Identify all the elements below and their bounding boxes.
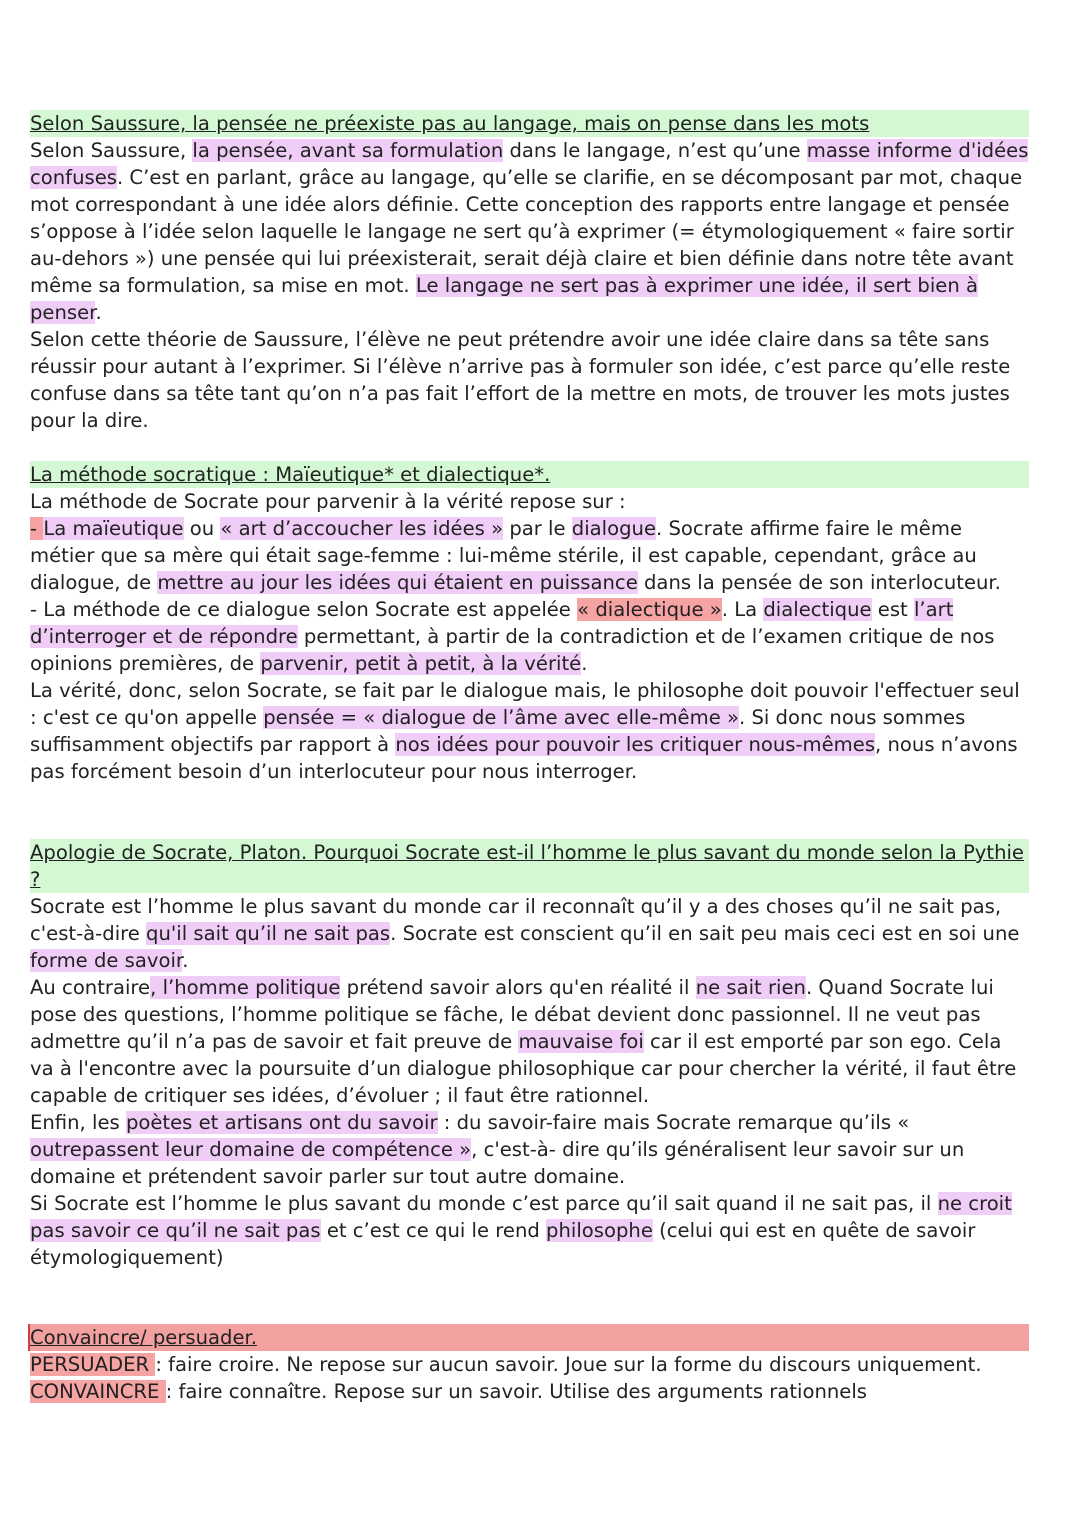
definition-persuader	[30, 1351, 1030, 1378]
text-run: dans le langage, n’est qu’une	[503, 139, 807, 162]
text-run: . C’est en parlant, grâce au langage, qu’elle se clarifie, en se décomposant par mot, chaque mot correspondant à une idée alors définie. Cette conception des rapports entre langage et pensée s’oppose à l’idée selon laquelle le langage ne sert qu’à exprimer (= étymologiquement « faire sortir au-dehors ») une pensée qui lui préexisterait, serait déjà claire et bien définie dans notre tête avant même sa formulation, sa mise en mot.	[30, 166, 1023, 297]
text-run: et c’est ce qui le rend	[320, 1219, 547, 1242]
term-convaincre: CONVAINCRE	[30, 1380, 166, 1403]
section-methode-socratique	[30, 461, 1030, 785]
highlighted-text: forme de savoir	[30, 949, 183, 972]
highlighted-text: la pensée, avant sa formulation	[192, 139, 504, 162]
highlighted-text: mauvaise foi	[518, 1030, 644, 1053]
paragraph	[30, 1190, 1030, 1271]
paragraph: Selon cette théorie de Saussure, l’élève ne peut prétendre avoir une idée claire dans sa tête sans réussir pour autant à l’exprimer. Si l’élève n’arrive pas à formuler son idée, c’est parce qu’elle reste confuse dans sa tête tant qu’on n’a pas fait l’effort de la mettre en mots, de trouver les mots justes pour la dire.	[30, 328, 1011, 432]
text-run: Enfin, les	[30, 1111, 126, 1134]
heading-text: Convaincre/ persuader.	[30, 1326, 257, 1349]
text-run: . Si donc nous sommes suffisamment objectifs par rapport à	[30, 706, 966, 756]
text-run: , nous n’avons pas forcément besoin d’un interlocuteur pour nous interroger.	[30, 733, 1018, 783]
section-heading	[30, 461, 1029, 488]
highlighted-text: dialectique	[763, 598, 872, 621]
highlighted-text: mettre au jour les idées qui étaient en puissance	[157, 571, 638, 594]
paragraph	[30, 677, 1030, 785]
text-run: . Socrate affirme faire le même métier que sa mère qui était sage-femme : lui-même stérile, il est capable, cependant, grâce au dialogue, de	[30, 517, 977, 594]
text-run: Socrate est l’homme le plus savant du monde car il reconnaît qu’il y a des choses qu’il ne sait pas, c'est-à-dire	[30, 895, 1002, 945]
definition-convaincre	[30, 1378, 1030, 1405]
definition-text: : faire connaître. Repose sur un savoir. Utilise des arguments rationnels	[165, 1380, 867, 1403]
heading-text: Selon Saussure, la pensée ne préexiste pas au langage, mais on pense dans les mots	[30, 112, 870, 135]
text-run: dans la pensée de son interlocuteur.	[637, 571, 1001, 594]
highlighted-text: La maïeutique	[43, 517, 184, 540]
highlighted-text: ne sait rien	[695, 976, 806, 999]
highlighted-text: l’art d’interroger et de répondre	[30, 598, 954, 648]
text-run: : du savoir-faire mais Socrate remarque qu’ils «	[437, 1111, 910, 1134]
highlighted-text: « art d’accoucher les idées »	[220, 517, 504, 540]
highlighted-text: pensée = « dialogue de l’âme avec elle-même »	[263, 706, 739, 729]
text-run: prétend savoir alors qu'en réalité il	[340, 976, 696, 999]
text-run: - La méthode de ce dialogue selon Socrate est appelée	[30, 598, 578, 621]
text-run: . Quand Socrate lui pose des questions, l’homme politique se fâche, le débat devient donc passionnel. Il ne veut pas admettre qu’il n’a pas de savoir et fait preuve de	[30, 976, 994, 1053]
text-run: Au contraire	[30, 976, 151, 999]
highlighted-text: outrepassent leur domaine de compétence »	[30, 1138, 472, 1161]
highlighted-text: poètes et artisans ont du savoir	[125, 1111, 438, 1134]
highlighted-text: philosophe	[546, 1219, 653, 1242]
highlighted-text: parvenir, petit à petit, à la vérité	[260, 652, 582, 675]
highlighted-text: ne croit pas savoir ce qu’il ne sait pas	[30, 1192, 1012, 1242]
text-run: Selon Saussure,	[30, 139, 193, 162]
text-run: La vérité, donc, selon Socrate, se fait par le dialogue mais, le philosophe doit pouvoir l'effectuer seul : c'est ce qu'on appelle	[30, 679, 1020, 729]
list-item	[30, 515, 1030, 596]
list-item	[30, 596, 1030, 677]
text-run: car il est emporté par son ego. Cela va à l'encontre avec la poursuite d’un dialogue philosophique car pour chercher la vérité, il faut être capable de critiquer ses idées, d’évoluer ; il faut être rationnel.	[30, 1030, 1017, 1107]
text-run: Si Socrate est l’homme le plus savant du monde c’est parce qu’il sait quand il ne sait pas, il	[30, 1192, 938, 1215]
highlighted-text: qu'il sait qu’il ne sait pas	[146, 922, 391, 945]
text-run: .	[581, 652, 588, 675]
text-run: , c'est-à- dire qu’ils généralisent leur savoir sur un domaine et prétendent savoir parler sur tout autre domaine.	[30, 1138, 965, 1188]
section-convaincre-persuader	[30, 1324, 1030, 1405]
text-run: . La	[721, 598, 764, 621]
heading-text: Apologie de Socrate, Platon. Pourquoi Socrate est-il l’homme le plus savant du monde selon la Pythie ?	[30, 841, 1024, 891]
highlighted-text-red: « dialectique »	[577, 598, 722, 621]
highlighted-text: Le langage ne sert pas à exprimer une idée, il sert bien à penser	[30, 274, 978, 324]
highlighted-text: dialogue	[571, 517, 657, 540]
bullet-marker: -	[30, 517, 44, 540]
heading-text: La méthode socratique : Maïeutique* et dialectique*.	[30, 463, 551, 486]
section-heading	[30, 839, 1029, 893]
section-saussure	[30, 110, 1030, 434]
paragraph	[30, 1109, 1030, 1190]
highlighted-text: masse informe d'idées confuses	[30, 139, 1029, 189]
text-run: permettant, à partir de la contradiction et de l’examen critique de nos opinions premières, de	[30, 625, 995, 675]
text-run: .	[182, 949, 189, 972]
highlighted-text: , l’homme politique	[150, 976, 341, 999]
definition-text: : faire croire. Ne repose sur aucun savoir. Joue sur la forme du discours uniquement.	[155, 1353, 982, 1376]
term-persuader: PERSUADER	[30, 1353, 156, 1376]
paragraph	[30, 893, 1030, 974]
text-run: ou	[183, 517, 221, 540]
text-run: . Socrate est conscient qu’il en sait peu mais ceci est en soi une	[390, 922, 1020, 945]
text-run: .	[95, 301, 102, 324]
section-heading	[28, 1324, 1029, 1351]
section-apologie	[30, 839, 1030, 1271]
highlighted-text: nos idées pour pouvoir les critiquer nous-mêmes	[395, 733, 876, 756]
text-run: par le	[503, 517, 572, 540]
paragraph	[30, 137, 1030, 326]
section-heading	[30, 110, 1029, 137]
text-run: est	[871, 598, 914, 621]
paragraph: La méthode de Socrate pour parvenir à la vérité repose sur :	[30, 490, 626, 513]
text-run: (celui qui est en quête de savoir étymologiquement)	[30, 1219, 976, 1269]
paragraph	[30, 974, 1030, 1109]
